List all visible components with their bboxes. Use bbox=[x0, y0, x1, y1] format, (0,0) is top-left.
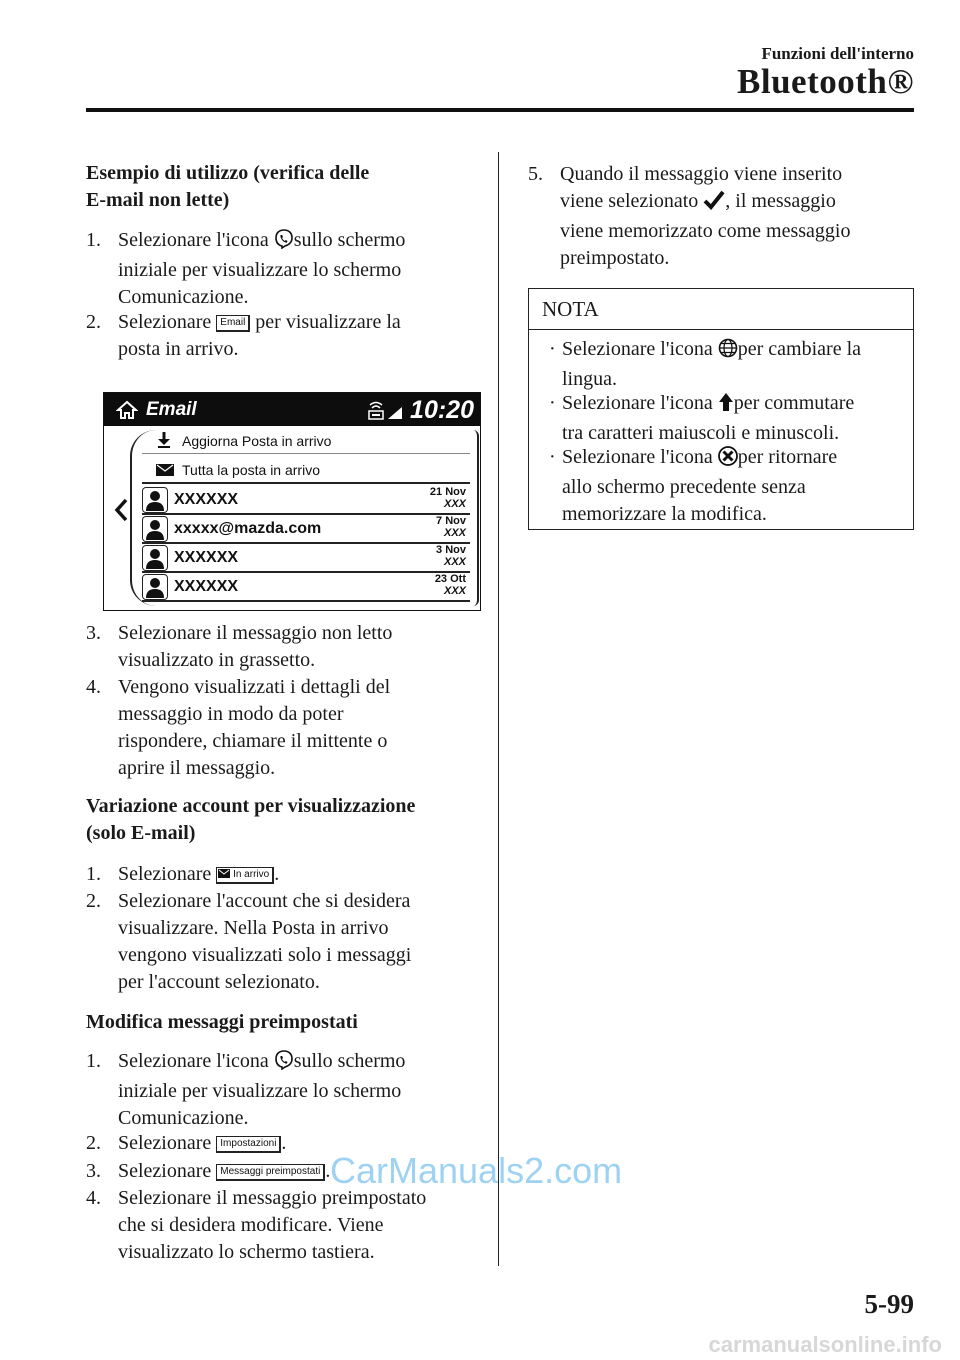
chapter-title: Bluetooth® bbox=[737, 62, 914, 101]
inbox-button-icon: In arrivo bbox=[216, 867, 274, 884]
step-2b: 2. Selezionare l'account che si desidera visualizzare. Nella Posta in arrivo vengono visualizzati solo i messaggi per l'account selezionato. bbox=[86, 890, 412, 993]
all-inbox-item[interactable]: Tutta la posta in arrivo bbox=[142, 455, 470, 484]
note-box bbox=[528, 288, 914, 530]
cancel-icon bbox=[718, 446, 738, 474]
step-3: 3. Selezionare il messaggio non letto visualizzato in grassetto. bbox=[86, 622, 393, 671]
heading-esempio: Esempio di utilizzo (verifica delle E-mail non lette) bbox=[86, 162, 370, 211]
home-icon[interactable] bbox=[116, 400, 138, 425]
globe-icon bbox=[718, 338, 738, 366]
communication-icon bbox=[274, 229, 294, 257]
message-row[interactable]: XXXXXX 23 Ott XXX bbox=[142, 572, 470, 602]
preset-messages-button-icon: Messaggi preimpostati bbox=[216, 1164, 325, 1181]
step-1b: 1. Selezionare In arrivo . bbox=[86, 863, 280, 885]
step-4c: 4. Selezionare il messaggio preimpostato che si desidera modificare. Viene visualizzato lo schermo tastiera. bbox=[86, 1187, 427, 1263]
screen-body bbox=[104, 426, 480, 610]
envelope-icon bbox=[156, 463, 174, 479]
note-item: · Selezionare l'icona per ritornare allo schermo precedente senza memorizzare la modifica. bbox=[549, 446, 838, 525]
column-divider bbox=[498, 152, 499, 1266]
heading-variazione-account: Variazione account per visualizzazione (solo E-mail) bbox=[86, 795, 416, 844]
step-3c: 3. Selezionare Messaggi preimpostati . bbox=[86, 1160, 331, 1182]
shift-arrow-icon bbox=[718, 392, 734, 420]
step-2c: 2. Selezionare Impostazioni . bbox=[86, 1132, 287, 1154]
message-row[interactable]: xxxxx@mazda.com 7 Nov XXX bbox=[142, 514, 470, 544]
screen-header bbox=[104, 393, 480, 426]
step-4: 4. Vengono visualizzati i dettagli del messaggio in modo da poter rispondere, chiamare il mittente o aprire il messaggio. bbox=[86, 676, 391, 779]
header-rule bbox=[86, 108, 914, 112]
screen-clock: 10:20 bbox=[410, 396, 474, 424]
checkmark-icon bbox=[703, 190, 725, 218]
step-1c: 1. Selezionare l'icona sullo schermo iniziale per visualizzare lo schermo Comunicazione. bbox=[86, 1050, 406, 1129]
message-row[interactable]: XXXXXX 3 Nov XXX bbox=[142, 543, 470, 573]
step-2: 2. Selezionare Email per visualizzare la posta in arrivo. bbox=[86, 311, 401, 360]
message-row[interactable]: XXXXXX 21 Nov XXX bbox=[142, 485, 470, 515]
watermark: CarManuals2.com bbox=[330, 1150, 623, 1191]
back-chevron-icon[interactable] bbox=[114, 498, 128, 527]
signal-status-icon bbox=[366, 399, 406, 426]
download-arrow-icon bbox=[156, 431, 172, 452]
page-number: 5-99 bbox=[864, 1289, 914, 1319]
note-item: · Selezionare l'icona per commutare tra caratteri maiuscoli e minuscoli. bbox=[549, 392, 855, 444]
contact-avatar-icon bbox=[142, 487, 168, 513]
heading-modifica-messaggi: Modifica messaggi preimpostati bbox=[86, 1011, 358, 1033]
section-label: Funzioni dell'interno bbox=[761, 44, 914, 63]
email-screen bbox=[103, 392, 481, 611]
communication-icon bbox=[274, 1050, 294, 1078]
settings-button-icon: Impostazioni bbox=[216, 1136, 281, 1153]
note-title: NOTA bbox=[529, 289, 913, 330]
contact-avatar-icon bbox=[142, 516, 168, 542]
step-5: 5. Quando il messaggio viene inserito viene selezionato , il messaggio viene memorizzato come messaggio preimpostato. bbox=[528, 163, 851, 269]
contact-avatar-icon bbox=[142, 574, 168, 600]
refresh-inbox-item[interactable]: Aggiorna Posta in arrivo bbox=[142, 426, 470, 454]
screen-title: Email bbox=[146, 399, 197, 420]
footer-watermark: carmanualsonline.info bbox=[708, 1332, 942, 1357]
contact-avatar-icon bbox=[142, 545, 168, 571]
email-button-icon: Email bbox=[216, 315, 250, 332]
note-item: · Selezionare l'icona per cambiare la lingua. bbox=[549, 338, 862, 390]
step-1: 1. Selezionare l'icona sullo schermo iniziale per visualizzare lo schermo Comunicazione. bbox=[86, 229, 406, 308]
